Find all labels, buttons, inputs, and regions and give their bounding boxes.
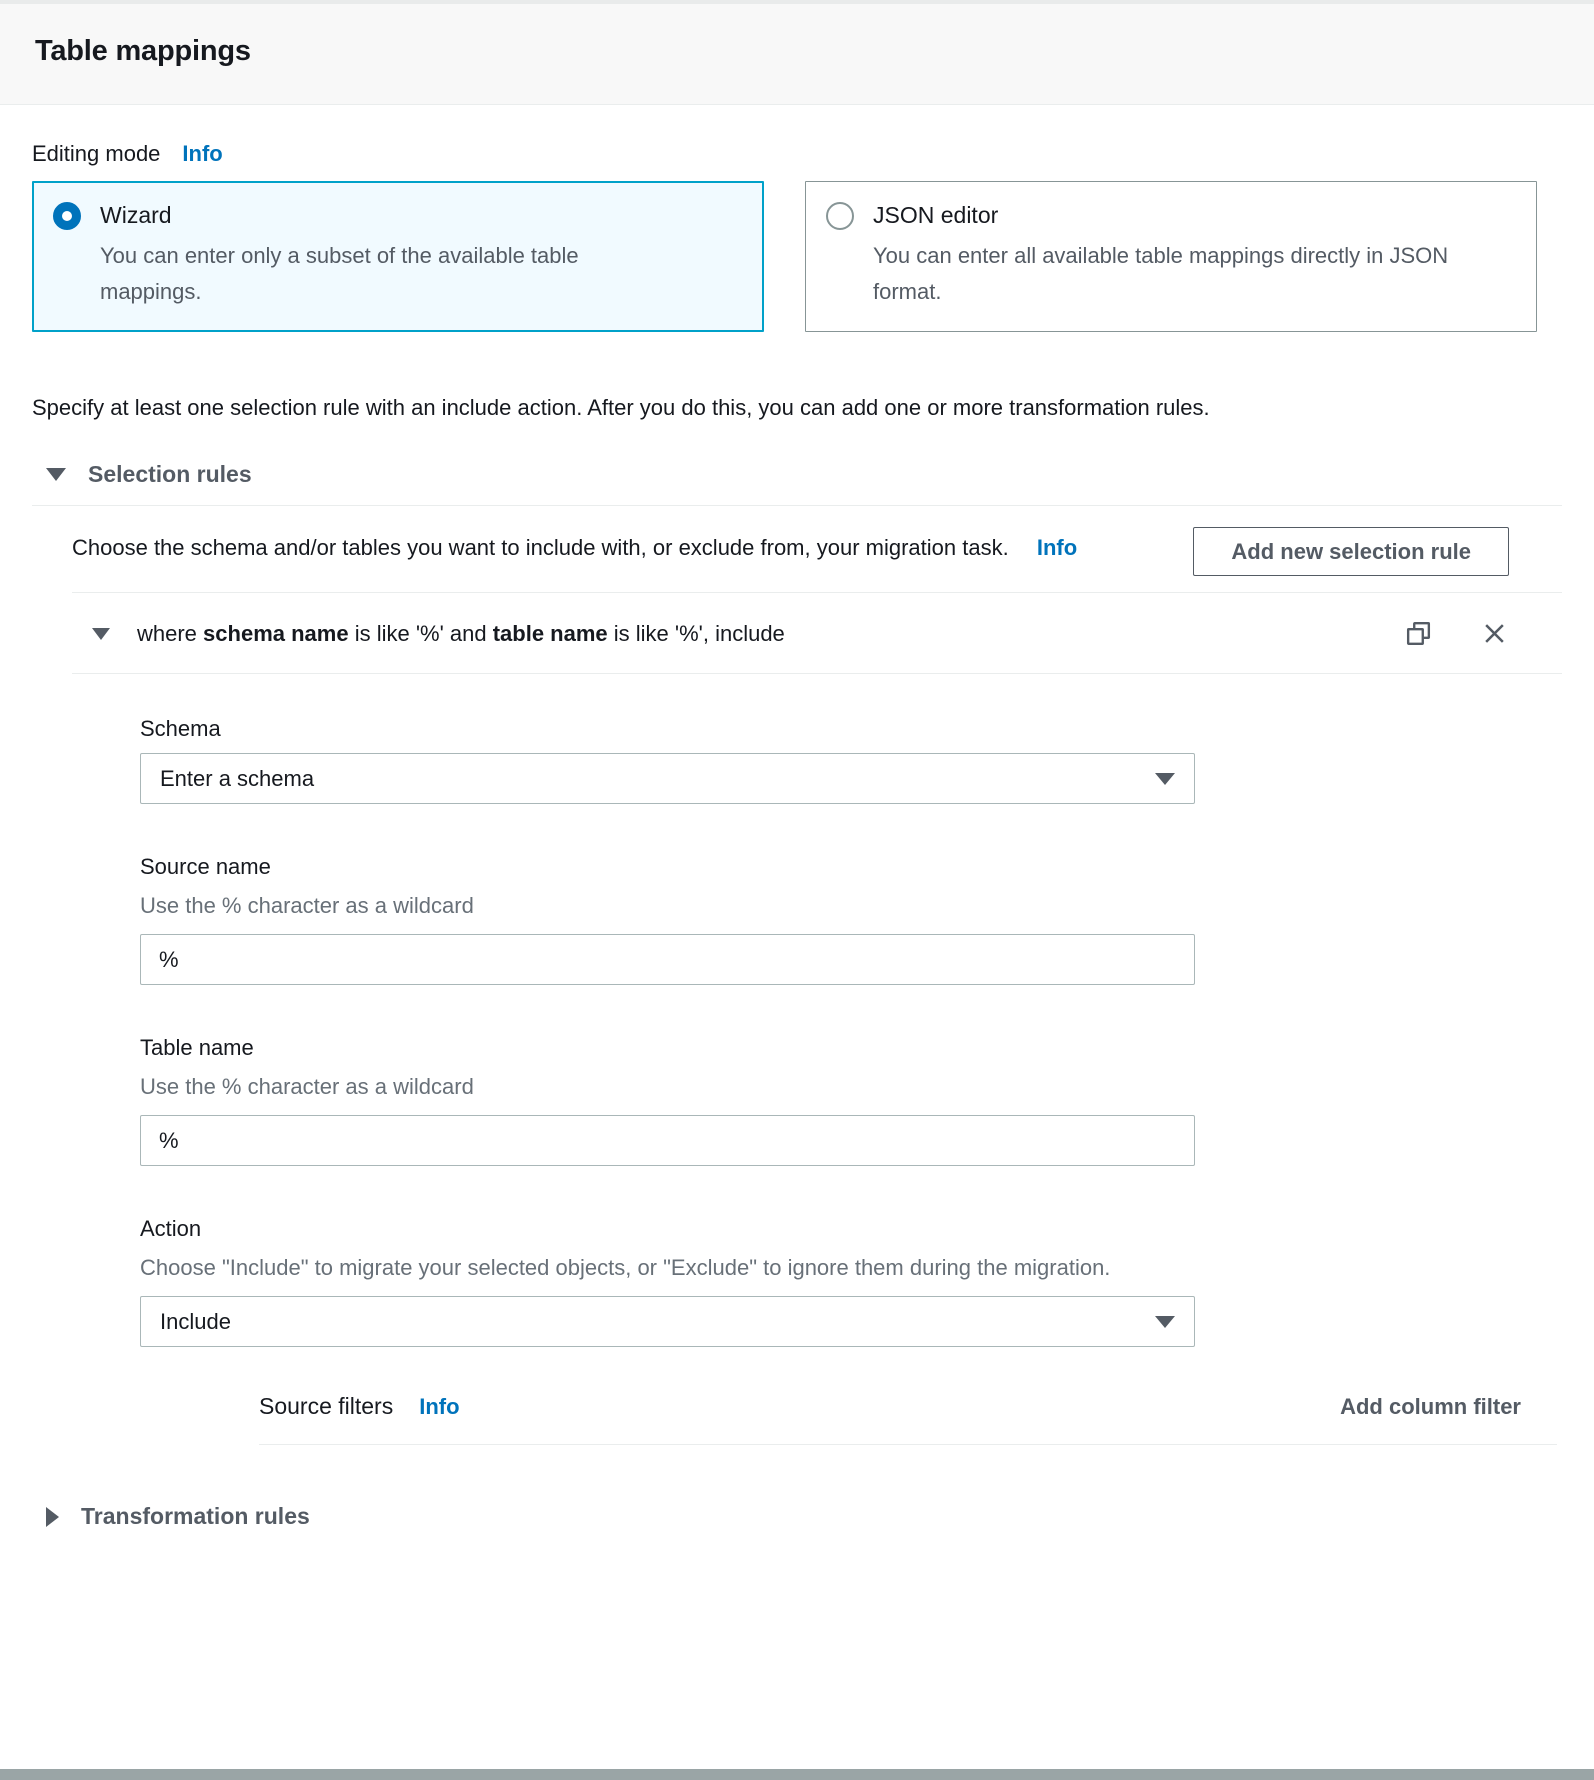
action-select-value: Include [160, 1308, 231, 1334]
add-column-filter-button[interactable]: Add column filter [1340, 1393, 1521, 1419]
table-name-input[interactable] [140, 1115, 1195, 1166]
json-editor-option-card[interactable] [805, 181, 1537, 332]
copy-icon [1405, 620, 1432, 647]
action-field-group [140, 1216, 1195, 1347]
panel-content [0, 105, 1594, 1769]
wizard-option-description: You can enter only a subset of the available table mappings. [100, 243, 579, 304]
panel-header [0, 4, 1594, 105]
divider [259, 1444, 1557, 1445]
source-name-field-group [140, 854, 1195, 985]
schema-select-value: Enter a schema [160, 765, 315, 791]
schema-field-group [140, 716, 1195, 804]
wizard-radio[interactable] [53, 202, 81, 230]
editing-mode-info-link[interactable]: Info [182, 141, 223, 166]
json-editor-option-description: You can enter all available table mappings directly in JSON format. [873, 243, 1449, 304]
add-selection-rule-button[interactable]: Add new selection rule [1193, 527, 1509, 576]
table-name-field-group [140, 1035, 1195, 1166]
action-label: Action [140, 1216, 202, 1241]
source-filters-label: Source filters [259, 1393, 394, 1419]
source-filters-row [259, 1393, 1557, 1420]
editing-mode-row [32, 141, 1562, 167]
selection-rules-description-row [72, 527, 1509, 576]
schema-label: Schema [140, 716, 221, 741]
collapse-triangle-icon [46, 468, 66, 481]
source-name-input[interactable] [140, 934, 1195, 985]
duplicate-rule-button[interactable] [1405, 620, 1432, 647]
remove-rule-button[interactable] [1482, 621, 1507, 646]
table-name-hint: Use the % character as a wildcard [140, 1074, 474, 1099]
rule-actions [1405, 620, 1507, 647]
page-title: Table mappings [35, 35, 251, 67]
action-hint: Choose "Include" to migrate your selected objects, or "Exclude" to ignore them during the migration. [140, 1255, 1111, 1280]
source-name-label: Source name [140, 854, 271, 879]
selection-rules-description: Choose the schema and/or tables you want to include with, or exclude from, your migration task. Info [72, 535, 1078, 560]
editing-mode-options [32, 181, 1537, 332]
transformation-rules-header[interactable] [46, 1503, 1562, 1530]
close-icon [1482, 621, 1507, 646]
schema-select[interactable] [140, 753, 1195, 804]
wizard-option-card[interactable] [32, 181, 764, 332]
intro-text: Specify at least one selection rule with an include action. After you do this, you can add one or more transformation rules. [32, 395, 1210, 420]
table-name-label: Table name [140, 1035, 254, 1060]
wizard-option-title: Wizard [100, 202, 172, 228]
caret-down-icon [1155, 773, 1175, 785]
footer-bar [0, 1769, 1594, 1780]
rule-form [140, 716, 1195, 1347]
json-editor-option-title: JSON editor [873, 202, 999, 228]
divider [72, 673, 1562, 674]
selection-rules-header[interactable] [46, 461, 1562, 488]
rule-header-row[interactable] [92, 593, 1507, 673]
divider [32, 505, 1562, 506]
source-name-hint: Use the % character as a wildcard [140, 893, 474, 918]
rule-collapse-triangle-icon [92, 628, 110, 640]
source-filters-info-link[interactable]: Info [419, 1393, 460, 1419]
editing-mode-label: Editing mode [32, 141, 161, 166]
selection-rules-info-link[interactable]: Info [1036, 535, 1078, 560]
caret-down-icon [1155, 1316, 1175, 1328]
expand-triangle-icon [46, 1507, 59, 1527]
selection-rules-title: Selection rules [88, 461, 252, 487]
rule-summary: where schema name is like '%' and table name is like '%', include [137, 620, 785, 646]
action-select[interactable] [140, 1296, 1195, 1347]
transformation-rules-title: Transformation rules [81, 1503, 310, 1529]
json-editor-radio[interactable] [826, 202, 854, 230]
